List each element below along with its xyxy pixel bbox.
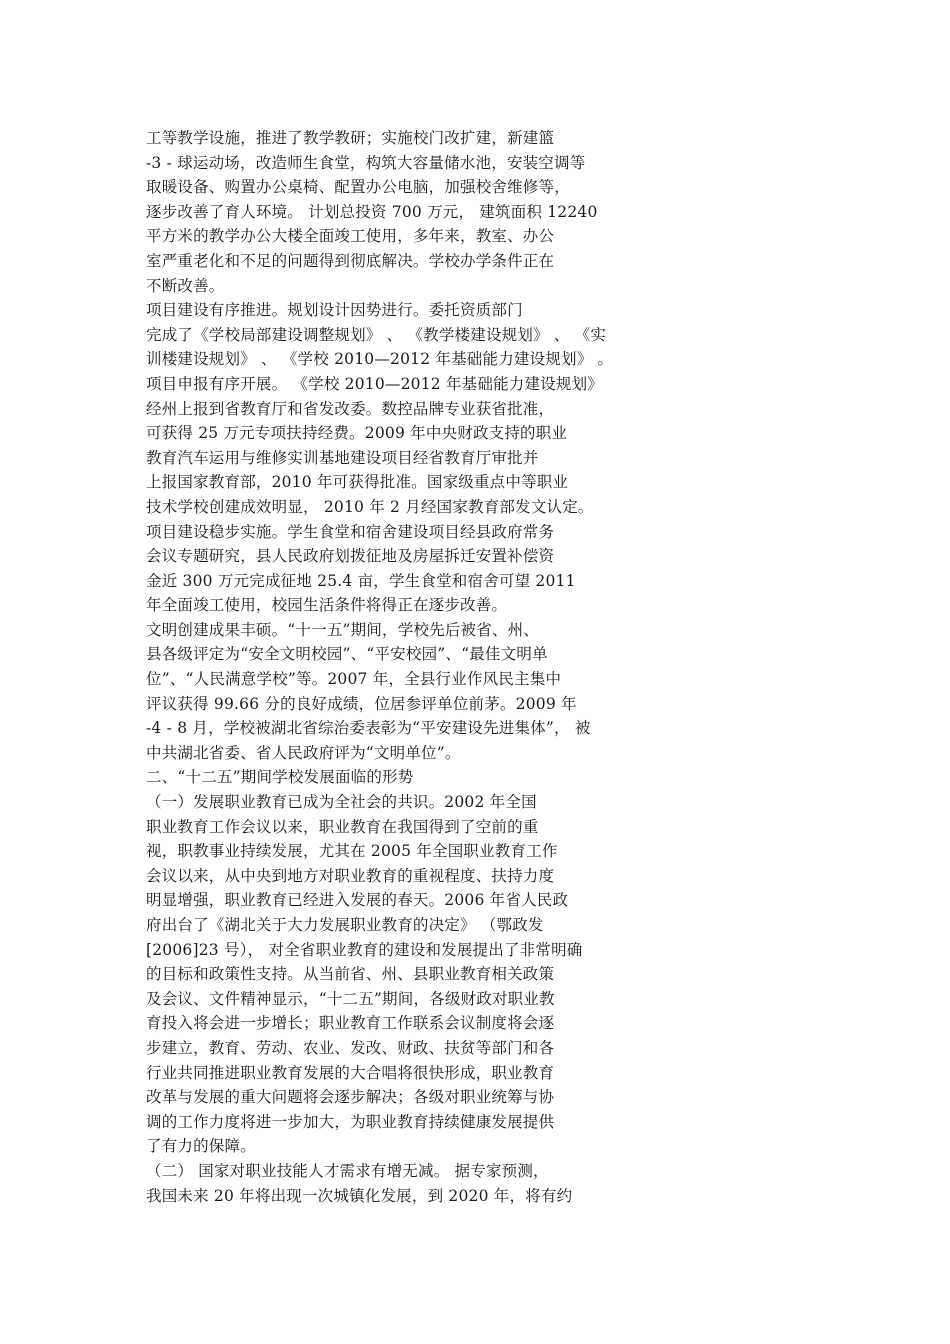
text-line: [2006]23 号）， 对全省职业教育的建设和发展提出了非常明确 [146, 940, 583, 959]
text-line: 会议以来，从中央到地方对职业教育的重视程度、扶持力度 [146, 866, 555, 885]
text-line: 了有力的保障。 [146, 1137, 256, 1156]
text-line: 平方米的教学办公大楼全面竣工使用，多年来，教室、办公 [146, 227, 555, 246]
text-line: 取暖设备、购置办公桌椅、配置办公电脑，加强校舍维修等， [146, 178, 570, 197]
text-line: 会议专题研究，县人民政府划拨征地及房屋拆迁安置补偿资 [146, 547, 555, 566]
text-line: -3 - 球运动场，改造师生食堂，构筑大容量储水池，安装空调等 [146, 153, 586, 172]
text-line: 室严重老化和不足的问题得到彻底解决。学校办学条件正在 [146, 251, 555, 270]
text-line: 可获得 25 万元专项扶持经费。2009 年中央财政支持的职业 [146, 424, 568, 443]
text-line: 明显增强，职业教育已经进入发展的春天。2006 年省人民政 [146, 891, 569, 910]
text-line: 府出台了《湖北关于大力发展职业教育的决定》 （鄂政发 [146, 916, 544, 934]
section-heading: 二、“十二五”期间学校发展面临的形势 [146, 768, 414, 787]
text-line: 项目建设有序推进。规划设计因势进行。委托资质部门 [146, 301, 523, 320]
text-line: 育投入将会进一步增长；职业教育工作联系会议制度将会逐 [146, 1014, 555, 1033]
text-line: 完成了《学校局部建设调整规划》 、 《教学楼建设规划》 、 《实 [146, 325, 607, 344]
text-line: 工等教学设施，推进了教学教研；实施校门改扩建，新建篮 [146, 129, 555, 147]
text-line: 行业共同推进职业教育发展的大合唱将很快形成，职业教育 [146, 1063, 555, 1082]
text-line: 不断改善。 [146, 276, 225, 295]
text-line: 我国未来 20 年将出现一次城镇化发展，到 2020 年，将有约 [146, 1186, 573, 1205]
text-line: 训楼建设规划》 、 《学校 2010—2012 年基础能力建设规划》 。 [146, 350, 614, 369]
text-line: 逐步改善了育人环境。 计划总投资 700 万元， 建筑面积 12240 [146, 202, 598, 221]
text-line: 年全面竣工使用，校园生活条件将得正在逐步改善。 [146, 596, 508, 615]
text-line: 项目申报有序开展。 《学校 2010—2012 年基础能力建设规划》 [146, 374, 603, 393]
text-line: 中共湖北省委、省人民政府评为“文明单位”。 [146, 743, 461, 762]
text-line: 县各级评定为“安全文明校园”、“平安校园”、“最佳文明单 [146, 645, 548, 664]
document-body [146, 126, 666, 1208]
text-line: 职业教育工作会议以来，职业教育在我国得到了空前的重 [146, 817, 539, 836]
text-line: 及会议、文件精神显示，“十二五”期间，各级财政对职业教 [146, 989, 555, 1008]
text-line: 技术学校创建成效明显， 2010 年 2 月经国家教育部发文认定。 [146, 497, 594, 516]
text-line: 步建立，教育、劳动、农业、发改、财政、扶贫等部门和各 [146, 1038, 555, 1057]
text-line: 文明创建成果丰硕。“十一五”期间，学校先后被省、州、 [146, 620, 540, 639]
text-line: （一）发展职业教育已成为全社会的共识。2002 年全国 [146, 793, 537, 812]
text-line: 教育汽车运用与维修实训基地建设项目经省教育厅审批并 [146, 448, 539, 467]
text-line: 视，职教事业持续发展，尤其在 2005 年全国职业教育工作 [146, 842, 558, 861]
text-line: 上报国家教育部，2010 年可获得批准。国家级重点中等职业 [146, 473, 569, 492]
text-line: 改革与发展的重大问题将会逐步解决；各级对职业统筹与协 [146, 1088, 555, 1107]
text-line: 金近 300 万元完成征地 25.4 亩，学生食堂和宿舍可望 2011 [146, 571, 576, 590]
text-line: 项目建设稳步实施。学生食堂和宿舍建设项目经县政府常务 [146, 522, 555, 541]
text-line: 的目标和政策性支持。从当前省、州、县职业教育相关政策 [146, 965, 555, 984]
text-line: （二） 国家对职业技能人才需求有增无减。 据专家预测， [146, 1161, 549, 1180]
text-line: -4 - 8 月，学校被湖北省综治委表彰为“平安建设先进集体”， 被 [146, 719, 591, 738]
text-line: 位”、“人民满意学校”等。2007 年，全县行业作风民主集中 [146, 670, 562, 689]
text-line: 评议获得 99.66 分的良好成绩，位居参评单位前茅。2009 年 [146, 694, 577, 713]
text-line: 经州上报到省教育厅和省发改委。数控品牌专业获省批准， [146, 399, 555, 418]
text-line: 调的工作力度将进一步加大，为职业教育持续健康发展提供 [146, 1112, 555, 1131]
